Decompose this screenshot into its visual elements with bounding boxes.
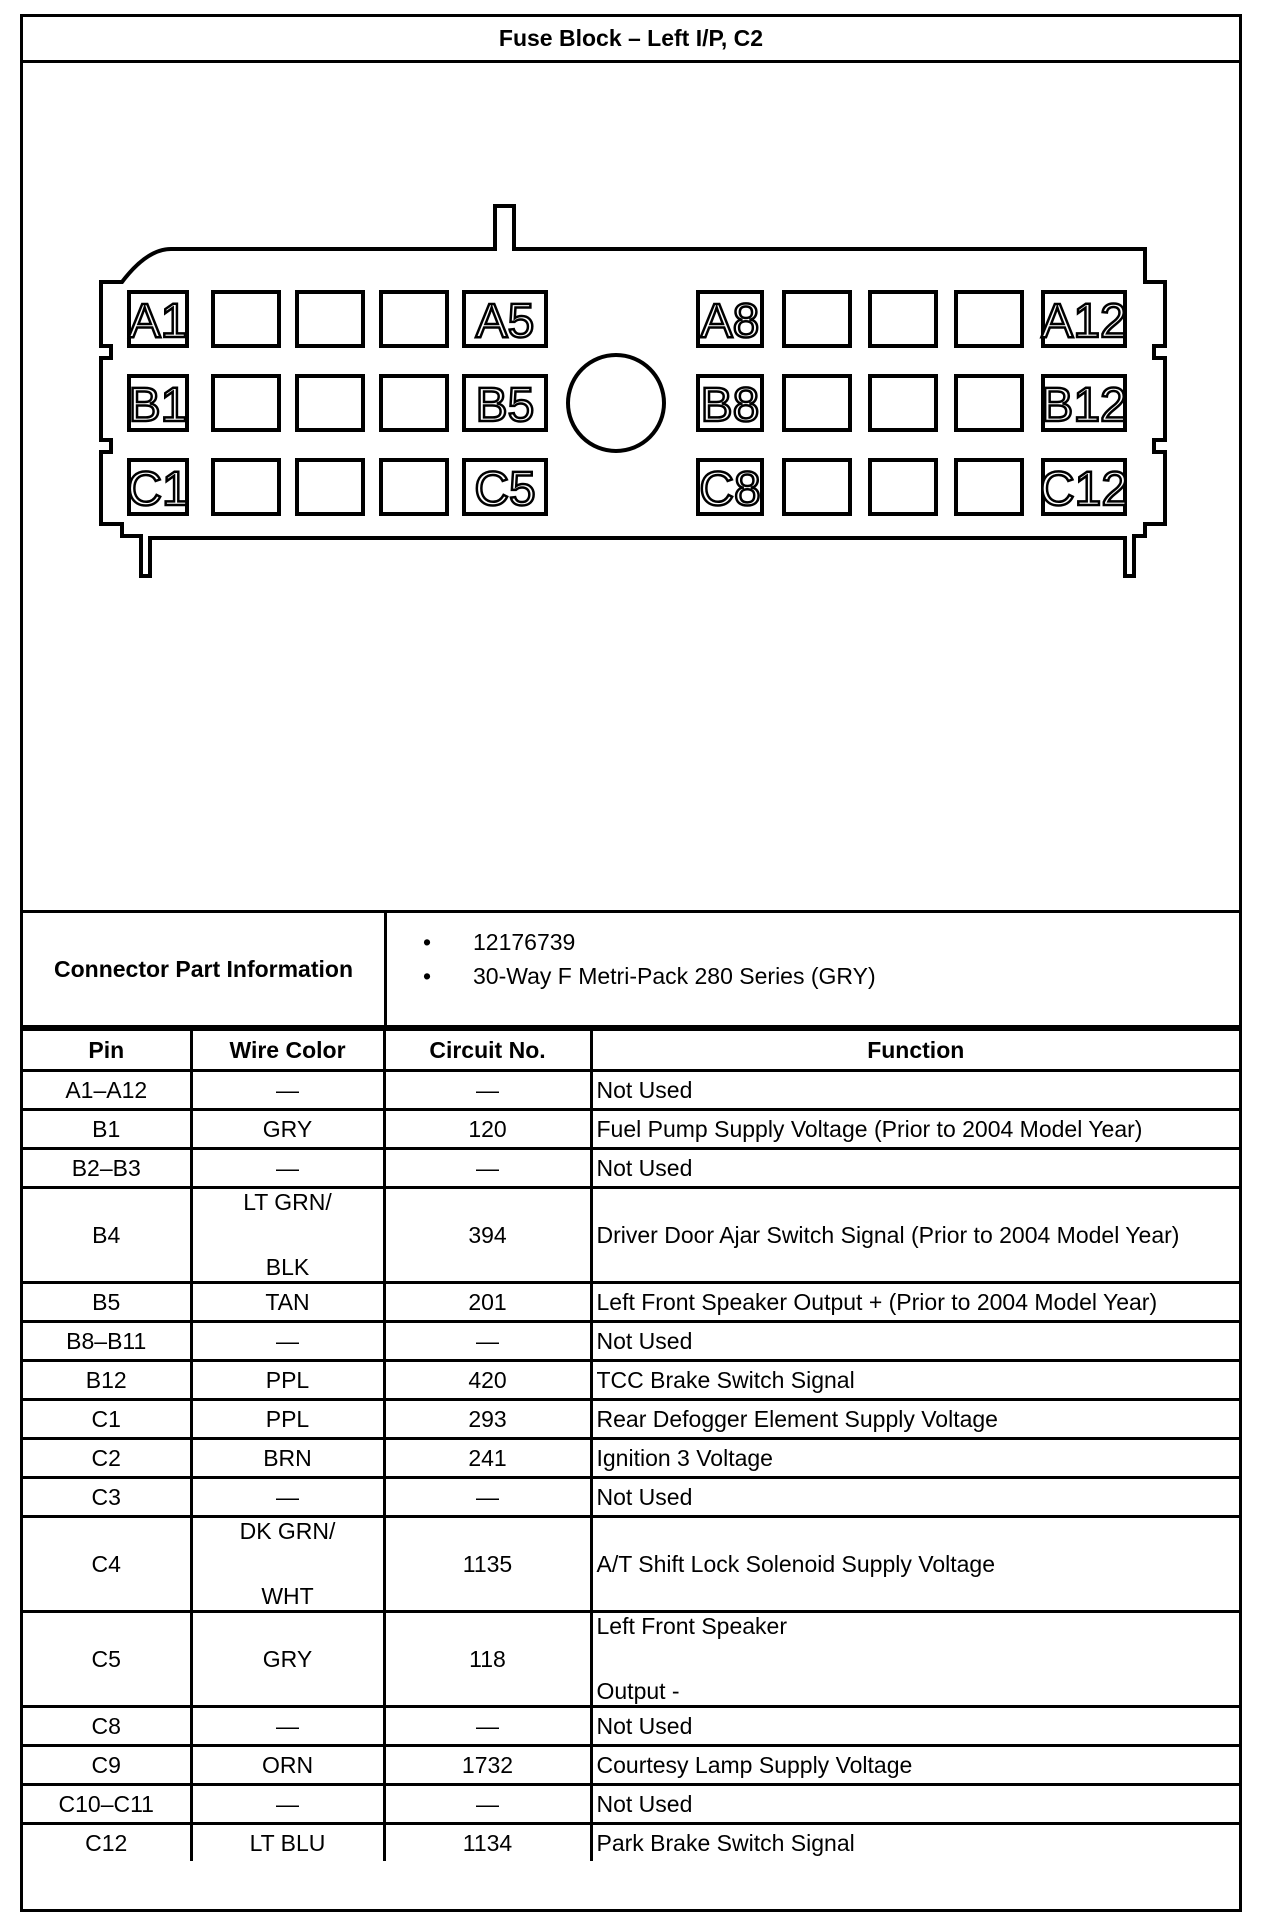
connector-housing-outline: [101, 206, 1165, 576]
cavity-label-c1: C1: [127, 463, 189, 516]
cavity-label-c12: C12: [1039, 463, 1129, 516]
circuit-cell: 1732: [384, 1746, 591, 1785]
cavity-label-a1: A1: [128, 295, 188, 348]
pinout-table: [23, 1028, 1239, 1861]
function-cell: Not Used: [591, 1478, 1239, 1517]
table-row: [23, 1400, 1239, 1439]
function-cell: Courtesy Lamp Supply Voltage: [591, 1746, 1239, 1785]
function-cell: Ignition 3 Voltage: [591, 1439, 1239, 1478]
pin-cell: B12: [23, 1361, 191, 1400]
circuit-cell: 201: [384, 1283, 591, 1322]
pin-cell: C4: [23, 1517, 191, 1612]
circuit-cell: 420: [384, 1361, 591, 1400]
table-row: [23, 1517, 1239, 1612]
table-row: [23, 1824, 1239, 1862]
table-row: [23, 1322, 1239, 1361]
table-row: [23, 1188, 1239, 1283]
function-cell: A/T Shift Lock Solenoid Supply Voltage: [591, 1517, 1239, 1612]
function-cell: Not Used: [591, 1322, 1239, 1361]
pin-cell: A1–A12: [23, 1071, 191, 1110]
circuit-cell: —: [384, 1478, 591, 1517]
wire-color-cell: —: [191, 1785, 384, 1824]
cavity-label-c8: C8: [699, 463, 761, 516]
circuit-cell: 241: [384, 1439, 591, 1478]
cavity-label-a5: A5: [475, 295, 535, 348]
function-cell: Rear Defogger Element Supply Voltage: [591, 1400, 1239, 1439]
table-row: [23, 1612, 1239, 1707]
function-cell: Not Used: [591, 1707, 1239, 1746]
wire-color-cell: [191, 1188, 384, 1283]
table-row: [23, 1439, 1239, 1478]
part-info-label: Connector Part Information: [23, 913, 387, 1025]
pin-cell: C2: [23, 1439, 191, 1478]
wire-color-line-2: BLK: [265, 1254, 310, 1280]
cavity-label-b1: B1: [128, 379, 188, 432]
connector-sheet: [20, 14, 1242, 1912]
cavity-label-b8: B8: [700, 379, 760, 432]
table-row: [23, 1110, 1239, 1149]
table-row: [23, 1478, 1239, 1517]
function-cell: Left Front Speaker Output + (Prior to 2004 Model Year): [591, 1283, 1239, 1322]
pin-cell: B1: [23, 1110, 191, 1149]
function-cell: Not Used: [591, 1071, 1239, 1110]
pin-cell: C12: [23, 1824, 191, 1862]
cavity-label-b12: B12: [1041, 379, 1127, 432]
function-cell: Park Brake Switch Signal: [591, 1824, 1239, 1862]
function-cell: Not Used: [591, 1785, 1239, 1824]
part-number: • 12176739: [423, 925, 876, 959]
pin-cell: B4: [23, 1188, 191, 1283]
wire-color-cell: TAN: [191, 1283, 384, 1322]
header-circuit: Circuit No.: [384, 1030, 591, 1071]
circuit-cell: 1134: [384, 1824, 591, 1862]
wire-color-cell: PPL: [191, 1361, 384, 1400]
wire-color-cell: [191, 1517, 384, 1612]
function-cell: Not Used: [591, 1149, 1239, 1188]
circuit-cell: —: [384, 1071, 591, 1110]
cavity-label-b5: B5: [475, 379, 535, 432]
sheet-title: Fuse Block – Left I/P, C2: [23, 17, 1239, 63]
connector-part-information: [23, 910, 1239, 1028]
function-cell: Driver Door Ajar Switch Signal (Prior to 2004 Model Year): [591, 1188, 1239, 1283]
cavity-label-a8: A8: [700, 295, 760, 348]
pin-cell: C9: [23, 1746, 191, 1785]
table-row: [23, 1071, 1239, 1110]
circuit-cell: —: [384, 1149, 591, 1188]
circuit-cell: —: [384, 1785, 591, 1824]
wire-color-line-1: DK GRN/: [239, 1518, 336, 1544]
wire-color-cell: —: [191, 1478, 384, 1517]
circuit-cell: 118: [384, 1612, 591, 1707]
header-pin: Pin: [23, 1030, 191, 1071]
header-function: Function: [591, 1030, 1239, 1071]
part-info-list: [423, 925, 876, 993]
wire-color-line-2: WHT: [261, 1583, 314, 1609]
table-row: [23, 1149, 1239, 1188]
cavity-label-c5: C5: [474, 463, 536, 516]
circuit-cell: 293: [384, 1400, 591, 1439]
wire-color-cell: GRY: [191, 1110, 384, 1149]
table-row: [23, 1746, 1239, 1785]
pin-cell: C8: [23, 1707, 191, 1746]
table-header-row: [23, 1030, 1239, 1071]
circuit-cell: —: [384, 1322, 591, 1361]
pin-cell: C1: [23, 1400, 191, 1439]
pin-cell: C3: [23, 1478, 191, 1517]
circuit-cell: 394: [384, 1188, 591, 1283]
function-cell: Fuel Pump Supply Voltage (Prior to 2004 Model Year): [591, 1110, 1239, 1149]
pin-cell: C10–C11: [23, 1785, 191, 1824]
table-row: [23, 1361, 1239, 1400]
header-wire-color: Wire Color: [191, 1030, 384, 1071]
wire-color-cell: PPL: [191, 1400, 384, 1439]
connector-center-hole: [568, 355, 664, 451]
connector-face-drawing: [23, 60, 1239, 910]
wire-color-cell: ORN: [191, 1746, 384, 1785]
table-row: [23, 1785, 1239, 1824]
circuit-cell: 1135: [384, 1517, 591, 1612]
cavity-label-a12: A12: [1041, 295, 1127, 348]
wire-color-cell: —: [191, 1322, 384, 1361]
wire-color-line-1: LT GRN/: [243, 1189, 332, 1215]
wire-color-cell: BRN: [191, 1439, 384, 1478]
function-line-2: Output -: [596, 1678, 680, 1704]
wire-color-cell: —: [191, 1071, 384, 1110]
wire-color-cell: LT BLU: [191, 1824, 384, 1862]
wire-color-cell: GRY: [191, 1612, 384, 1707]
connector-diagram: [23, 60, 1239, 910]
table-row: [23, 1283, 1239, 1322]
function-cell: [591, 1612, 1239, 1707]
pin-cell: C5: [23, 1612, 191, 1707]
table-row: [23, 1707, 1239, 1746]
wire-color-cell: —: [191, 1149, 384, 1188]
circuit-cell: —: [384, 1707, 591, 1746]
connector-description: • 30-Way F Metri-Pack 280 Series (GRY): [423, 959, 876, 993]
function-line-1: Left Front Speaker: [596, 1613, 787, 1639]
wire-color-cell: —: [191, 1707, 384, 1746]
function-cell: TCC Brake Switch Signal: [591, 1361, 1239, 1400]
pin-cell: B2–B3: [23, 1149, 191, 1188]
circuit-cell: 120: [384, 1110, 591, 1149]
pin-cell: B5: [23, 1283, 191, 1322]
pin-cell: B8–B11: [23, 1322, 191, 1361]
